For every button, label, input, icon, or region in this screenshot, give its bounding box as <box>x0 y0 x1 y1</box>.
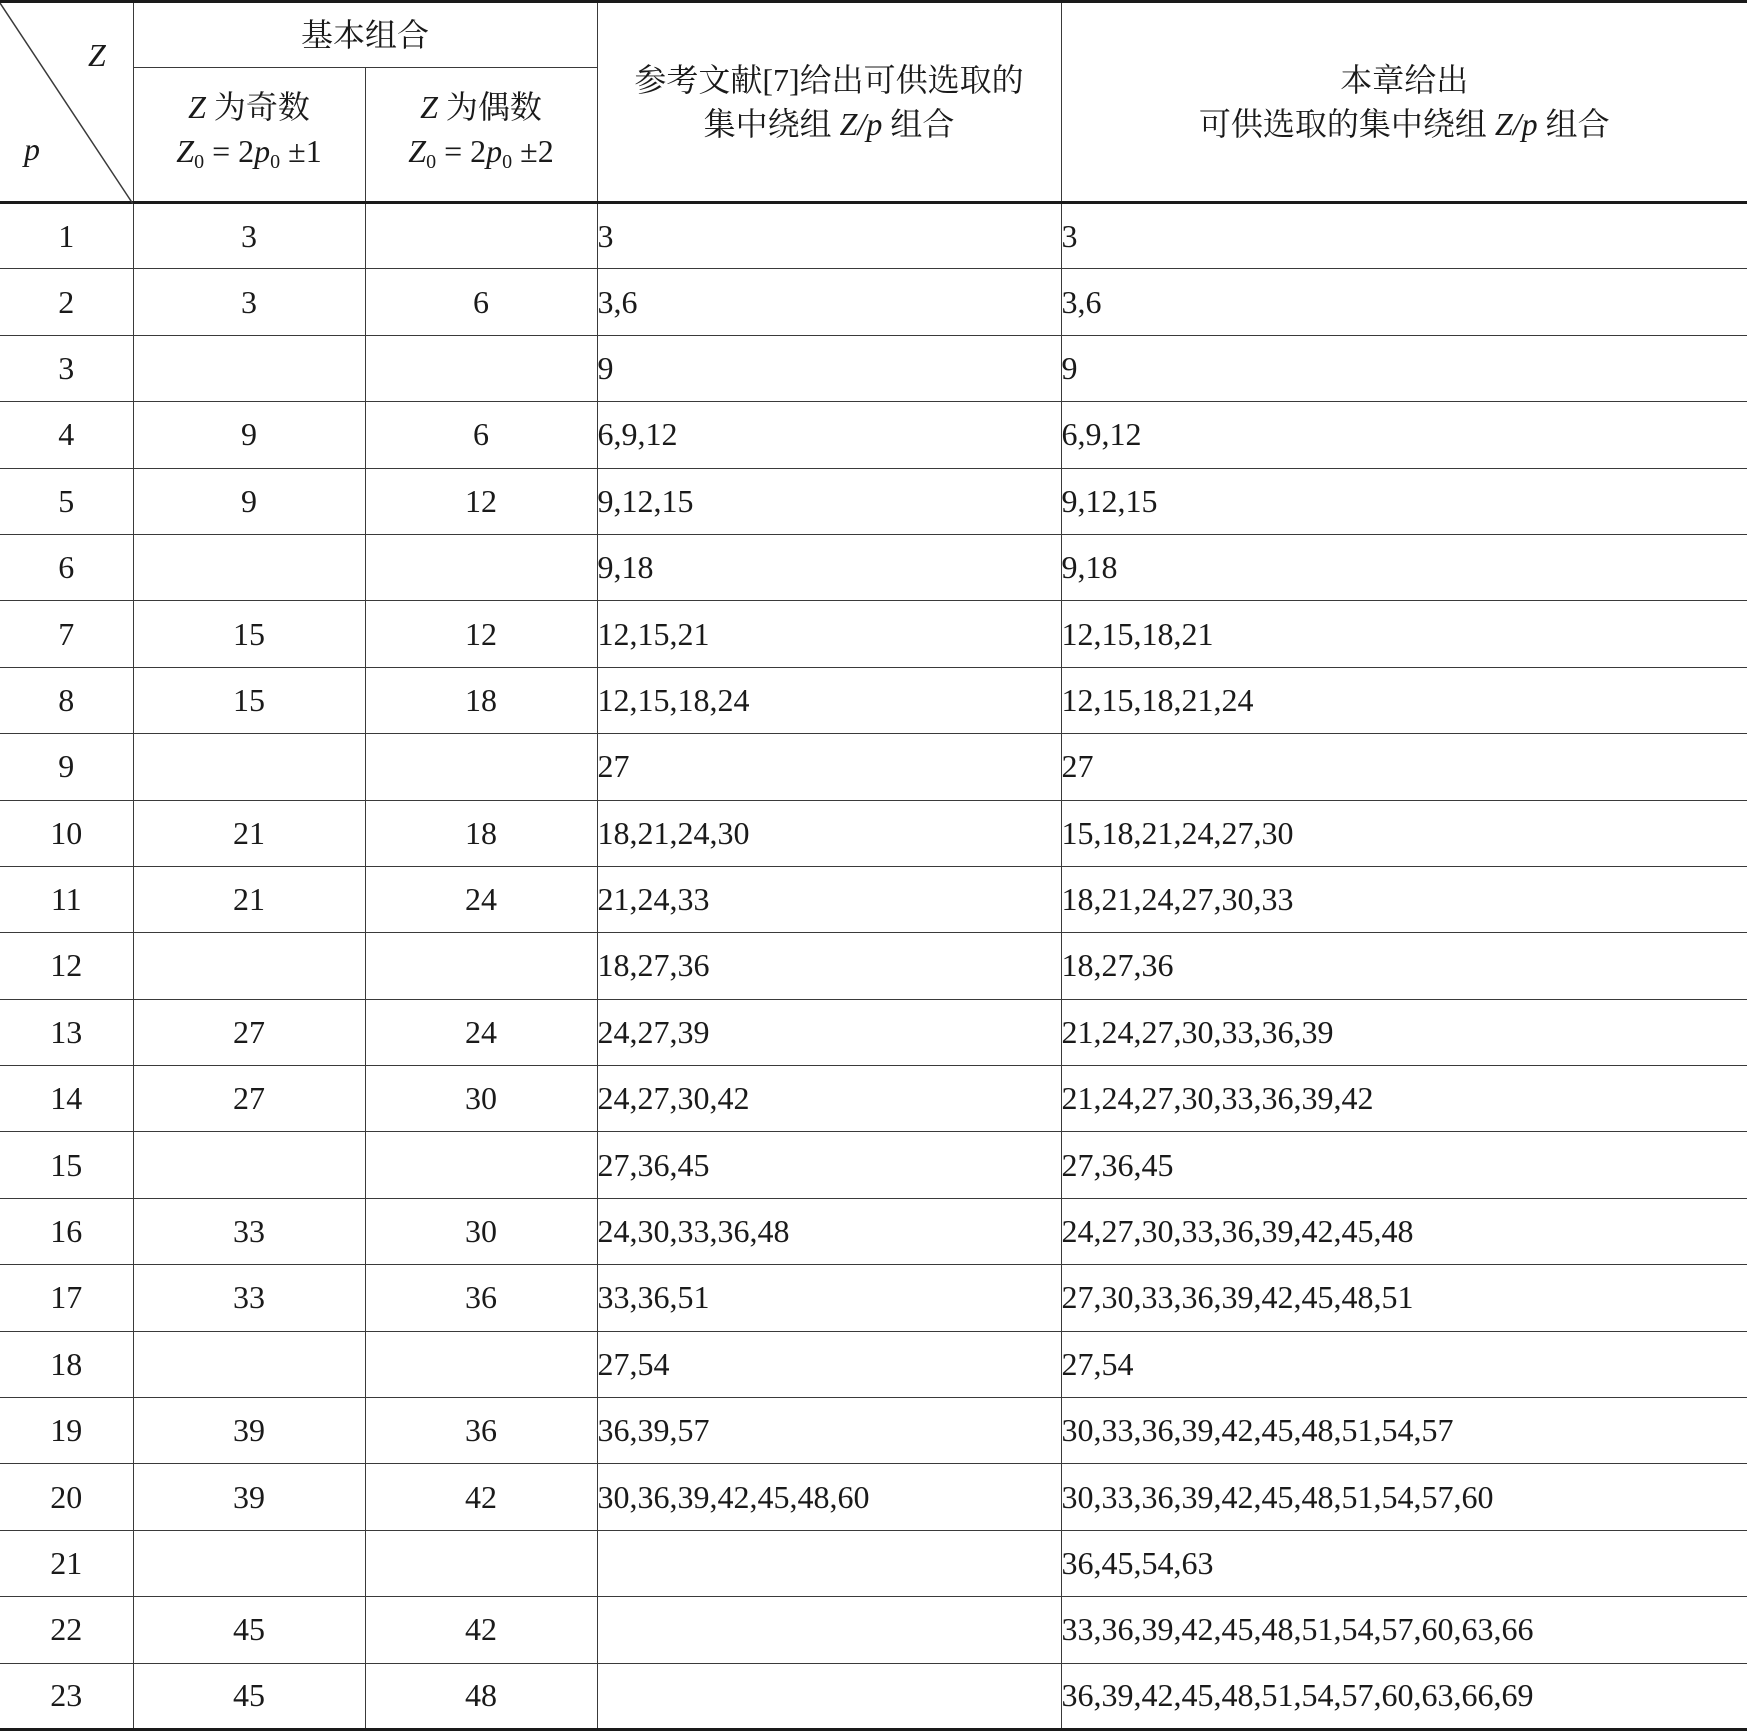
odd-z-cell: 39 <box>133 1464 365 1530</box>
odd-z-cell: 39 <box>133 1398 365 1464</box>
table-row <box>0 402 1747 468</box>
even-z-cell: 36 <box>365 1398 597 1464</box>
even-z-cell <box>365 933 597 999</box>
reference-cell: 3 <box>597 203 1061 269</box>
reference-cell: 21,24,33 <box>597 866 1061 932</box>
odd-z-cell: 9 <box>133 468 365 534</box>
table-row <box>0 1530 1747 1596</box>
table-row <box>0 1597 1747 1663</box>
odd-z-cell <box>133 1530 365 1596</box>
this-chapter-cell: 33,36,39,42,45,48,51,54,57,60,63,66 <box>1061 1597 1747 1663</box>
p-cell: 8 <box>0 667 133 733</box>
even-z-cell: 24 <box>365 999 597 1065</box>
this-chapter-cell: 12,15,18,21 <box>1061 601 1747 667</box>
table-row <box>0 203 1747 269</box>
odd-z-cell: 15 <box>133 601 365 667</box>
table-row <box>0 933 1747 999</box>
even-z-cell: 24 <box>365 866 597 932</box>
odd-z-title: Z 为奇数 <box>188 89 310 125</box>
this-chapter-cell: 12,15,18,21,24 <box>1061 667 1747 733</box>
p-cell: 23 <box>0 1663 133 1729</box>
p-cell: 22 <box>0 1597 133 1663</box>
even-z-cell: 12 <box>365 468 597 534</box>
p-cell: 2 <box>0 269 133 335</box>
even-z-title: Z 为偶数 <box>420 89 542 125</box>
corner-header-cell <box>0 2 133 203</box>
this-chapter-cell: 15,18,21,24,27,30 <box>1061 800 1747 866</box>
even-z-cell: 12 <box>365 601 597 667</box>
even-z-cell <box>365 1132 597 1198</box>
p-cell: 7 <box>0 601 133 667</box>
odd-z-formula: $Z_0 = 2p_0 \pm 1$ <box>176 133 322 173</box>
even-z-cell: 18 <box>365 667 597 733</box>
reference-cell: 3,6 <box>597 269 1061 335</box>
even-z-cell <box>365 1530 597 1596</box>
basic-group-header: 基本组合 <box>133 2 597 68</box>
this-chapter-cell: 18,21,24,27,30,33 <box>1061 866 1747 932</box>
even-z-cell <box>365 534 597 600</box>
odd-z-cell <box>133 534 365 600</box>
odd-z-cell: 9 <box>133 402 365 468</box>
table-row <box>0 1331 1747 1397</box>
table-row <box>0 1464 1747 1530</box>
diagonal-line <box>0 3 133 204</box>
p-cell: 1 <box>0 203 133 269</box>
even-z-cell: 36 <box>365 1265 597 1331</box>
reference-cell <box>597 1530 1061 1596</box>
p-cell: 20 <box>0 1464 133 1530</box>
table-row <box>0 1198 1747 1264</box>
reference-cell: 12,15,21 <box>597 601 1061 667</box>
this-chapter-cell: 9,12,15 <box>1061 468 1747 534</box>
table-row <box>0 1663 1747 1729</box>
reference-cell: 6,9,12 <box>597 402 1061 468</box>
even-z-cell: 48 <box>365 1663 597 1729</box>
reference-cell <box>597 1597 1061 1663</box>
table-row <box>0 269 1747 335</box>
even-z-cell <box>365 734 597 800</box>
even-z-cell <box>365 203 597 269</box>
even-z-cell: 6 <box>365 269 597 335</box>
this-chapter-cell: 27,54 <box>1061 1331 1747 1397</box>
even-z-header <box>365 68 597 203</box>
p-cell: 5 <box>0 468 133 534</box>
this-chapter-cell: 30,33,36,39,42,45,48,51,54,57,60 <box>1061 1464 1747 1530</box>
this-chapter-cell: 9,18 <box>1061 534 1747 600</box>
odd-z-cell <box>133 1132 365 1198</box>
reference-cell: 24,30,33,36,48 <box>597 1198 1061 1264</box>
reference-cell: 24,27,30,42 <box>597 1066 1061 1132</box>
reference-cell: 36,39,57 <box>597 1398 1061 1464</box>
table-row <box>0 335 1747 401</box>
this-chapter-cell: 27 <box>1061 734 1747 800</box>
reference-header <box>597 2 1061 203</box>
this-chapter-cell: 27,36,45 <box>1061 1132 1747 1198</box>
table-row <box>0 1398 1747 1464</box>
table-row <box>0 534 1747 600</box>
this-chapter-cell: 6,9,12 <box>1061 402 1747 468</box>
reference-cell <box>597 1663 1061 1729</box>
reference-cell: 27,36,45 <box>597 1132 1061 1198</box>
reference-cell: 12,15,18,24 <box>597 667 1061 733</box>
reference-cell: 9,12,15 <box>597 468 1061 534</box>
p-cell: 3 <box>0 335 133 401</box>
even-z-cell: 30 <box>365 1198 597 1264</box>
this-chapter-cell: 9 <box>1061 335 1747 401</box>
p-cell: 13 <box>0 999 133 1065</box>
odd-z-cell: 45 <box>133 1597 365 1663</box>
this-chapter-cell: 27,30,33,36,39,42,45,48,51 <box>1061 1265 1747 1331</box>
this-chapter-header-line2: 可供选取的集中绕组 Z/p 组合 <box>1198 106 1610 142</box>
this-chapter-cell: 21,24,27,30,33,36,39 <box>1061 999 1747 1065</box>
odd-z-cell: 21 <box>133 800 365 866</box>
reference-header-line2: 集中绕组 Z/p 组合 <box>703 106 955 142</box>
even-z-cell <box>365 335 597 401</box>
odd-z-cell: 15 <box>133 667 365 733</box>
table-body <box>0 203 1747 1730</box>
table-row <box>0 1265 1747 1331</box>
this-chapter-cell: 3 <box>1061 203 1747 269</box>
even-z-cell: 18 <box>365 800 597 866</box>
this-chapter-header-line1: 本章给出 <box>1340 62 1469 98</box>
p-cell: 21 <box>0 1530 133 1596</box>
odd-z-cell: 27 <box>133 1066 365 1132</box>
p-cell: 11 <box>0 866 133 932</box>
p-cell: 18 <box>0 1331 133 1397</box>
odd-z-cell: 3 <box>133 203 365 269</box>
reference-cell: 9 <box>597 335 1061 401</box>
p-cell: 12 <box>0 933 133 999</box>
p-cell: 17 <box>0 1265 133 1331</box>
reference-cell: 9,18 <box>597 534 1061 600</box>
odd-z-cell: 45 <box>133 1663 365 1729</box>
odd-z-cell <box>133 933 365 999</box>
odd-z-cell: 27 <box>133 999 365 1065</box>
table-row <box>0 667 1747 733</box>
table-row <box>0 866 1747 932</box>
reference-cell: 27,54 <box>597 1331 1061 1397</box>
this-chapter-cell: 18,27,36 <box>1061 933 1747 999</box>
p-cell: 9 <box>0 734 133 800</box>
corner-z-label: Z <box>88 37 106 73</box>
p-cell: 15 <box>0 1132 133 1198</box>
this-chapter-cell: 36,45,54,63 <box>1061 1530 1747 1596</box>
odd-z-cell: 33 <box>133 1198 365 1264</box>
even-z-cell: 6 <box>365 402 597 468</box>
odd-z-cell: 33 <box>133 1265 365 1331</box>
p-cell: 16 <box>0 1198 133 1264</box>
p-cell: 4 <box>0 402 133 468</box>
even-z-cell: 42 <box>365 1597 597 1663</box>
reference-cell: 18,27,36 <box>597 933 1061 999</box>
reference-cell: 24,27,39 <box>597 999 1061 1065</box>
odd-z-cell <box>133 734 365 800</box>
table-row <box>0 468 1747 534</box>
even-z-cell: 42 <box>365 1464 597 1530</box>
table-row <box>0 999 1747 1065</box>
table-row <box>0 601 1747 667</box>
table-row <box>0 800 1747 866</box>
this-chapter-cell: 36,39,42,45,48,51,54,57,60,63,66,69 <box>1061 1663 1747 1729</box>
reference-cell: 27 <box>597 734 1061 800</box>
p-cell: 10 <box>0 800 133 866</box>
even-z-cell <box>365 1331 597 1397</box>
this-chapter-header <box>1061 2 1747 203</box>
even-z-cell: 30 <box>365 1066 597 1132</box>
this-chapter-cell: 30,33,36,39,42,45,48,51,54,57 <box>1061 1398 1747 1464</box>
odd-z-header <box>133 68 365 203</box>
reference-cell: 18,21,24,30 <box>597 800 1061 866</box>
p-cell: 14 <box>0 1066 133 1132</box>
reference-cell: 33,36,51 <box>597 1265 1061 1331</box>
odd-z-cell <box>133 1331 365 1397</box>
this-chapter-cell: 3,6 <box>1061 269 1747 335</box>
odd-z-cell: 21 <box>133 866 365 932</box>
odd-z-cell <box>133 335 365 401</box>
this-chapter-cell: 21,24,27,30,33,36,39,42 <box>1061 1066 1747 1132</box>
table-row <box>0 1066 1747 1132</box>
corner-p-label: p <box>24 131 40 167</box>
table-row <box>0 734 1747 800</box>
p-cell: 6 <box>0 534 133 600</box>
reference-header-line1: 参考文献[7]给出可供选取的 <box>634 62 1024 98</box>
table-row <box>0 1132 1747 1198</box>
p-cell: 19 <box>0 1398 133 1464</box>
odd-z-cell: 3 <box>133 269 365 335</box>
reference-cell: 30,36,39,42,45,48,60 <box>597 1464 1061 1530</box>
even-z-formula: $Z_0 = 2p_0 \pm 2$ <box>408 133 554 173</box>
this-chapter-cell: 24,27,30,33,36,39,42,45,48 <box>1061 1198 1747 1264</box>
